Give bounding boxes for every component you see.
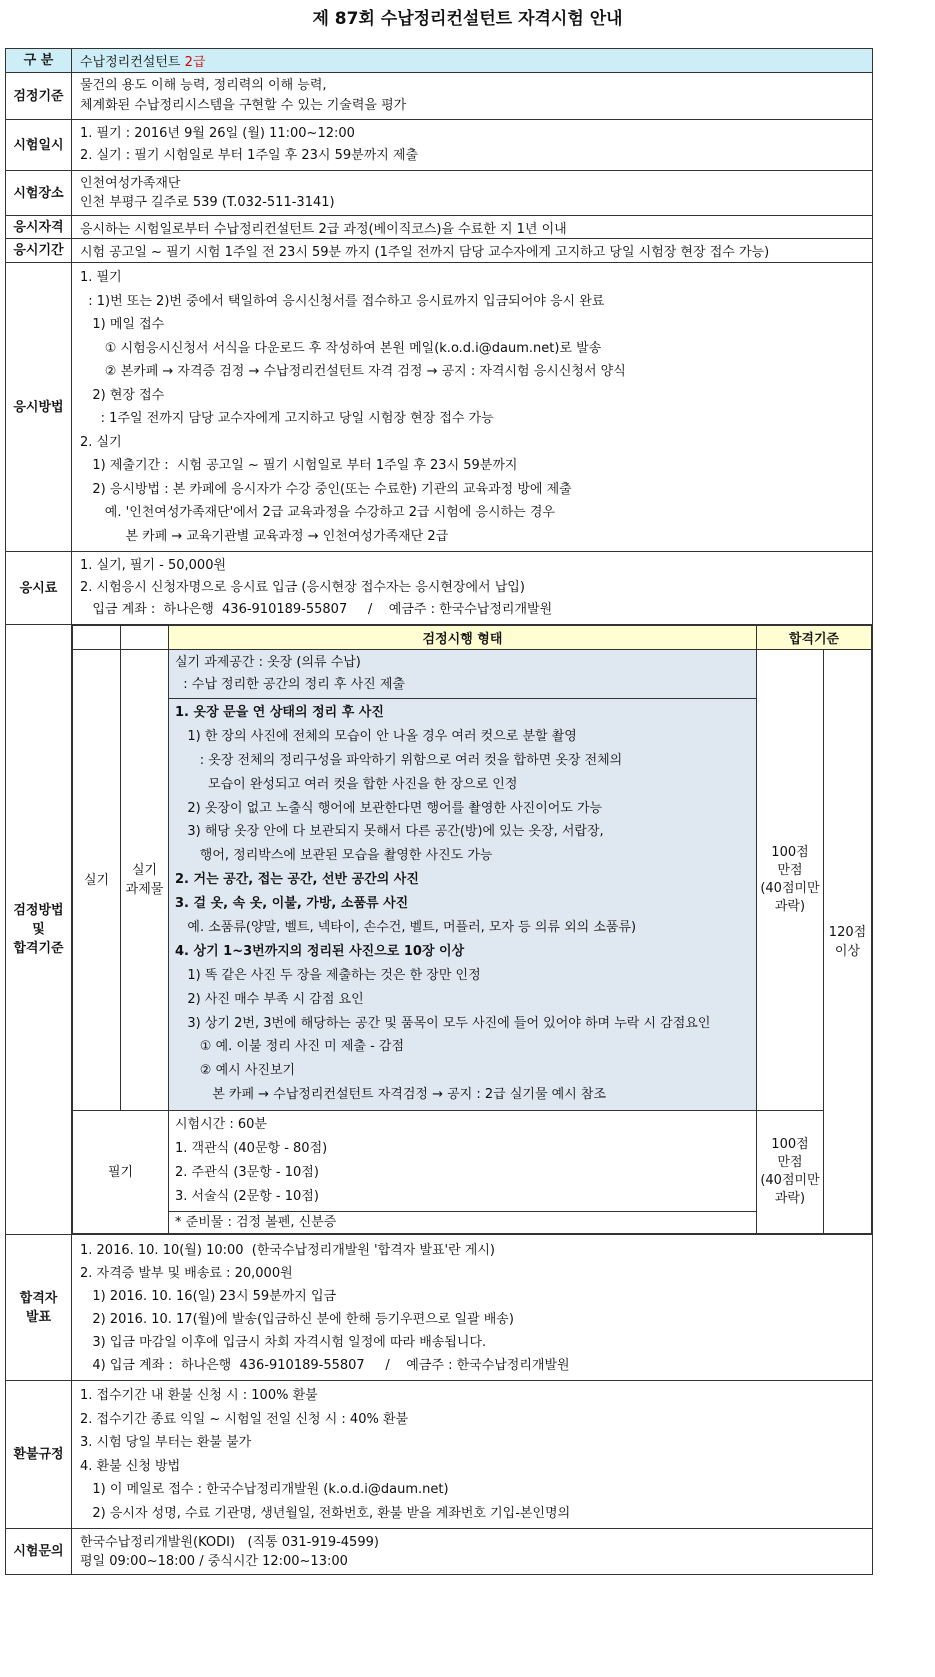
text-line: 1. 필기 — [80, 270, 122, 285]
text-line: 시험시간 : 60분 — [175, 1117, 267, 1132]
written-items — [169, 1111, 756, 1211]
text-line: 2. 실기 : 필기 시험일로 부터 1주일 후 23시 59분까지 제출 — [80, 148, 419, 163]
pass-header: 합격기준 — [756, 626, 871, 650]
text-line: 본 카페 → 교육기관별 교육과정 → 인천여성가족재단 2급 — [80, 528, 449, 544]
text-line: 및 — [32, 922, 45, 937]
page-title: 제 87회 수납정리컨설턴트 자격시험 안내 — [312, 9, 623, 29]
text-line: 예. '인천여성가족재단'에서 2급 교육과정을 수강하고 2급 시험에 응시하는 경우 — [80, 505, 555, 520]
text-line: 2) 사진 매수 부족 시 감점 요인 — [175, 991, 364, 1007]
text-line: 4. 상기 1~3번까지의 정리된 사진으로 10장 이상 — [175, 943, 465, 959]
schedule-row — [6, 120, 873, 171]
text-line: 모습이 완성되고 여러 컷을 합한 사진을 한 장으로 인정 — [175, 776, 518, 792]
text-line: 입금 계좌 : 하나은행 436-910189-55807 / 예금주 : 한국수납정리개발원 — [80, 602, 553, 617]
inquiry-content — [72, 1529, 873, 1575]
text-line: 실기 — [131, 863, 158, 878]
text-line: 2. 자격증 발부 및 배송료 : 20,000원 — [80, 1265, 293, 1281]
text-line: 과락) — [774, 1191, 806, 1206]
text-line: 4. 환불 신청 방법 — [80, 1458, 181, 1474]
text-line: 1. 필기 : 2016년 9월 26일 (월) 11:00~12:00 — [80, 126, 355, 141]
fee-label: 응시료 — [6, 552, 72, 625]
form-header: 검정시행 형태 — [169, 626, 757, 650]
eligibility-label: 응시자격 — [6, 216, 72, 239]
text-line: 1) 똑 같은 사진 두 장을 제출하는 것은 한 장만 인정 — [175, 967, 481, 983]
criteria-content — [72, 73, 873, 120]
practical-details — [169, 699, 757, 1111]
text-line: (40점미만 — [760, 881, 820, 896]
text-line: ① 시험응시신청서 서식을 다운로드 후 작성하여 본원 메일(k.o.d.i@daum.net)로 발송 — [80, 340, 602, 356]
text-line: 2. 거는 공간, 접는 공간, 선반 공간의 사진 — [175, 872, 419, 888]
text-line: 2. 주관식 (3문항 - 10점) — [175, 1165, 319, 1180]
text-line: 2. 시험응시 신청자명으로 응시료 입금 (응시현장 접수자는 응시현장에서 납입) — [80, 580, 525, 595]
practical-space — [169, 650, 757, 699]
text-line: 1) 제출기간 : 시험 공고일 ~ 필기 시험일로 부터 1주일 후 23시 59분까지 — [80, 458, 518, 473]
text-line: 행어, 정리박스에 보관된 모습을 촬영한 사진도 가능 — [175, 848, 493, 864]
text-line: ② 예시 사진보기 — [175, 1063, 296, 1079]
text-line: 만점 — [777, 1155, 803, 1170]
category-label: 구 분 — [6, 49, 72, 73]
criteria-row — [6, 73, 873, 120]
results-label — [6, 1235, 72, 1381]
text-line: 3. 시험 당일 부터는 환불 불가 — [80, 1435, 252, 1450]
text-line: : 옷장 전체의 정리구성을 파악하기 위함으로 여러 컷을 합하면 옷장 전체의 — [175, 752, 623, 768]
text-line: 2) 응시자 성명, 수료 기관명, 생년월일, 전화번호, 환불 받을 계좌번호 기입-본인명의 — [80, 1505, 571, 1521]
text-line: 합격기준 — [13, 941, 64, 956]
venue-content — [72, 171, 873, 216]
text-line: 검정방법 — [13, 903, 64, 918]
text-line: 1) 한 장의 사진에 전체의 모습이 안 나올 경우 여러 컷으로 분할 촬영 — [175, 728, 577, 744]
text-line: 2) 2016. 10. 17(월)에 발송(입금하신 분에 한해 등기우편으로 일괄 배송) — [80, 1311, 514, 1327]
course-name: 수납정리컨설턴트 — [80, 55, 185, 70]
inquiry-row — [6, 1529, 873, 1575]
practical-pass — [756, 650, 823, 1111]
total-pass — [823, 650, 871, 1234]
venue-row — [6, 171, 873, 216]
text-line: ② 본카페 → 자격증 검정 → 수납정리컨설턴트 자격 검정 → 공지 : 자격시험 응시신청서 양식 — [80, 364, 626, 379]
venue-label: 시험장소 — [6, 171, 72, 216]
text-line: 3) 해당 옷장 안에 다 보관되지 못해서 다른 공간(방)에 있는 옷장, 서랍장, — [175, 824, 604, 840]
text-line: 2) 응시방법 : 본 카페에 응시자가 수강 중인(또는 수료한) 기관의 교육과정 방에 제출 — [80, 481, 572, 497]
prep-text: * 준비물 : 검정 볼펜, 신분증 — [169, 1211, 756, 1233]
text-line: 1. 접수기간 내 환불 신청 시 : 100% 환불 — [80, 1388, 318, 1403]
exam-grid-cell — [72, 625, 873, 1235]
method-content — [72, 263, 873, 552]
exam-label — [6, 625, 72, 1235]
text-line: ① 예. 이불 정리 사진 미 제출 - 감점 — [175, 1039, 405, 1055]
text-line: 이상 — [834, 943, 861, 959]
text-line: 물건의 용도 이해 능력, 정리력의 이해 능력, — [80, 78, 327, 93]
text-line: 합격자 — [19, 1290, 58, 1306]
results-row — [6, 1235, 873, 1381]
method-label: 응시방법 — [6, 263, 72, 552]
text-line: 실기 과제공간 : 옷장 (의류 수납) — [175, 655, 361, 670]
schedule-label: 시험일시 — [6, 120, 72, 171]
text-line: 2) 옷장이 없고 노출식 행어에 보관한다면 행어를 촬영한 사진이어도 가능 — [175, 800, 603, 816]
text-line: 과락) — [774, 899, 806, 914]
text-line: 한국수납정리개발원(KODI) (직통 031-919-4599) — [80, 1534, 379, 1550]
eligibility-row — [6, 216, 873, 239]
text-line: 1. 2016. 10. 10(월) 10:00 (한국수납정리개발원 '합격자 발표'란 게시) — [80, 1242, 495, 1258]
period-row — [6, 239, 873, 263]
text-line: 3) 입금 마감일 이후에 입금시 차회 자격시험 일정에 따라 배송됩니다. — [80, 1334, 487, 1350]
text-line: 3) 상기 2번, 3번에 해당하는 공간 및 품목이 모두 사진에 들어 있어야 하며 누락 시 감점요인 — [175, 1015, 711, 1031]
period-text: 시험 공고일 ~ 필기 시험 1주일 전 23시 59분 까지 (1주일 전까지 담당 교수자에게 고지하고 당일 시험장 현장 접수 가능) — [72, 239, 873, 263]
written-pass — [756, 1111, 823, 1234]
text-line: 2) 현장 접수 — [80, 387, 165, 403]
text-line: 3. 걸 옷, 속 옷, 이불, 가방, 소품류 사진 — [175, 896, 409, 912]
method-row — [6, 263, 873, 552]
written-cell — [169, 1111, 757, 1234]
text-line: 본 카페 → 수납정리컨설턴트 자격검정 → 공지 : 2급 실기물 예시 참조 — [175, 1087, 607, 1103]
text-line: 100점 — [771, 845, 809, 860]
inquiry-label: 시험문의 — [6, 1529, 72, 1575]
text-line: 1. 객관식 (40문항 - 80점) — [175, 1141, 328, 1156]
eligibility-text: 응시하는 시험일로부터 수납정리컨설턴트 2급 과정(베이직코스)을 수료한 지 1년 이내 — [72, 216, 873, 239]
text-line: 체계화된 수납정리시스템을 구현할 수 있는 기술력을 평가 — [80, 98, 407, 113]
text-line: 1) 메일 접수 — [80, 317, 165, 332]
practical-label: 실기 — [73, 650, 121, 1111]
text-line: 4) 입금 계좌 : 하나은행 436-910189-55807 / 예금주 : 한국수납정리개발원 — [80, 1357, 570, 1373]
results-content — [72, 1235, 873, 1381]
period-label: 응시기간 — [6, 239, 72, 263]
text-line: (40점미만 — [760, 1173, 820, 1188]
text-line: 100점 — [771, 1137, 809, 1152]
fee-content — [72, 552, 873, 625]
text-line: 1) 이 메일로 접수 : 한국수납정리개발원 (k.o.d.i@daum.net) — [80, 1482, 449, 1497]
text-line: 2. 실기 — [80, 434, 122, 450]
text-line: 인천여성가족재단 — [80, 176, 181, 191]
header-row — [6, 49, 873, 73]
text-line: 예. 소품류(양말, 벨트, 넥타이, 손수건, 벨트, 머플러, 모자 등 의류 외의 소품류) — [175, 920, 637, 936]
text-line: 1. 옷장 문을 연 상태의 정리 후 사진 — [175, 705, 384, 720]
assignment-label — [121, 650, 169, 1111]
schedule-content — [72, 120, 873, 171]
refund-row — [6, 1381, 873, 1529]
refund-content — [72, 1381, 873, 1529]
text-line: 만점 — [777, 863, 803, 878]
text-line: 발표 — [25, 1309, 52, 1325]
text-line: 120점 — [828, 924, 867, 940]
text-line: : 수납 정리한 공간의 정리 후 사진 제출 — [175, 677, 405, 692]
written-label: 필기 — [73, 1111, 169, 1234]
text-line: 인천 부평구 길주로 539 (T.032-511-3141) — [80, 195, 335, 210]
refund-label: 환불규정 — [6, 1381, 72, 1529]
course-cell — [72, 49, 873, 73]
exam-info-table — [5, 48, 873, 1575]
text-line: : 1주일 전까지 담당 교수자에게 고지하고 당일 시험장 현장 접수 가능 — [80, 411, 494, 426]
text-line: : 1)번 또는 2)번 중에서 택일하여 응시신청서를 접수하고 응시료까지 입금되어야 응시 완료 — [80, 293, 605, 309]
criteria-label: 검정기준 — [6, 73, 72, 120]
text-line: 평일 09:00~18:00 / 중식시간 12:00~13:00 — [80, 1553, 348, 1569]
text-line: 2. 접수기간 종료 익일 ~ 시험일 전일 신청 시 : 40% 환불 — [80, 1411, 409, 1427]
text-line: 1) 2016. 10. 16(일) 23시 59분까지 입금 — [80, 1288, 337, 1304]
fee-row — [6, 552, 873, 625]
text-line: 과제물 — [125, 882, 164, 897]
exam-row — [6, 625, 873, 1235]
text-line: 1. 실기, 필기 - 50,000원 — [80, 558, 227, 573]
text-line: 3. 서술식 (2문항 - 10점) — [175, 1189, 319, 1204]
course-grade: 2급 — [184, 55, 206, 70]
exam-grid — [72, 625, 872, 1234]
